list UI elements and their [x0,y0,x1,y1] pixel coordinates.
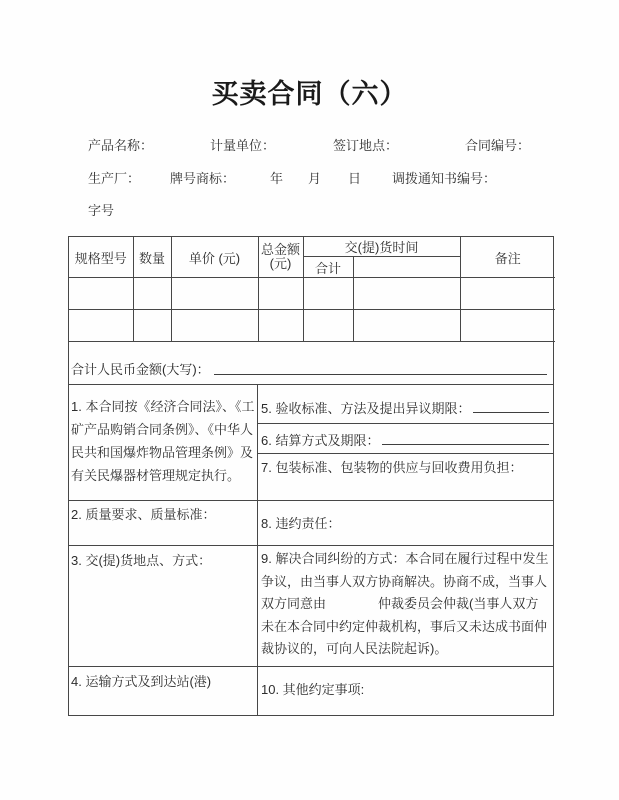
field-label-product-name: 产品名称： [88,138,154,153]
clause-4-text: 4. 运输方式及到达站(港) [71,674,212,689]
empty-cell [460,310,555,342]
clause-10 [258,667,553,715]
total-amount-line2: (元) [269,256,292,271]
clause-2 [69,501,257,546]
clause-5 [258,385,553,424]
field-label-year: 年 [270,171,284,186]
col-header-qty: 数量 [133,237,171,278]
empty-cell [460,278,555,310]
clause-9-text: 9. 解决合同纠纷的方式：本合同在履行过程中发生争议，由当事人双方协商解决。协商不成，当事人双方同意由 仲裁委员会仲裁(当事人双方未在本合同中约定仲裁机构，事后又未达成书面仲裁协议的，可向人民法院起诉)。 [261,551,549,656]
col-header-delivery-blank [353,257,460,278]
field-label-measure-unit: 计量单位： [210,138,276,153]
col-header-delivery-time: 交(提)货时间 [303,237,460,257]
clauses-right-column [258,385,553,715]
clause-2-text: 2. 质量要求、质量标准： [71,507,216,522]
empty-cell [258,310,303,342]
empty-cell [171,278,258,310]
clause-8-text: 8. 违约责任： [261,516,341,531]
empty-cell [133,278,171,310]
empty-cell [353,278,460,310]
clause-6-text: 6. 结算方式及期限： [261,433,380,448]
empty-cell [69,278,133,310]
field-label-day: 日 [348,171,362,186]
field-label-signing-place: 签订地点： [333,138,399,153]
amount-in-words-label: 合计人民币金额(大写)： [71,361,210,377]
clause-1-text: 1. 本合同按《经济合同法》、《工矿产品购销合同条例》、《中华人民共和国爆炸物品管理条例》及有关民爆器材管理规定执行。 [71,399,255,483]
clause-5-blank-line [473,399,549,413]
field-label-contract-no: 合同编号： [465,138,531,153]
clause-4 [69,667,257,715]
clause-3 [69,546,257,667]
clauses-left-column [69,385,258,715]
field-label-dispatch-notice-no: 调拨通知书编号： [392,171,497,186]
empty-cell [133,310,171,342]
clause-6-blank-line [382,432,549,446]
col-header-unit-price: 单价 (元) [171,237,258,278]
field-label-brand-trademark: 牌号商标： [170,171,236,186]
empty-cell [303,278,353,310]
col-header-spec: 规格型号 [69,237,133,278]
empty-cell [171,310,258,342]
col-header-total-amount [258,237,303,278]
field-label-manufacturer: 生产厂： [88,171,141,186]
spec-table [69,237,555,342]
clause-5-text: 5. 验收标准、方法及提出异议期限： [261,400,471,416]
clause-1 [69,385,257,501]
spec-table-row [69,278,555,310]
amount-in-words-row [69,342,553,385]
col-header-remarks: 备注 [460,237,555,278]
field-label-month: 月 [308,171,322,186]
page-title: 买卖合同（六） [211,79,408,109]
clause-9 [258,546,553,667]
empty-cell [353,310,460,342]
clause-10-text: 10. 其他约定事项: [261,682,365,697]
total-amount-line1: 总金额 [260,242,300,257]
clause-7-text: 7. 包装标准、包装物的供应与回收费用负担： [261,460,523,475]
empty-cell [258,278,303,310]
empty-cell [303,310,353,342]
clause-8 [258,501,553,546]
clause-6 [258,424,553,454]
spec-table-row [69,310,555,342]
field-label-zi-hao: 字号 [88,203,115,218]
clauses-section [69,385,553,715]
empty-cell [69,310,133,342]
amount-blank-line [214,361,547,375]
contract-table [68,236,554,716]
clause-3-text: 3. 交(提)货地点、方式： [71,553,212,568]
clause-7 [258,454,553,501]
col-header-delivery-subtotal: 合计 [303,257,353,278]
